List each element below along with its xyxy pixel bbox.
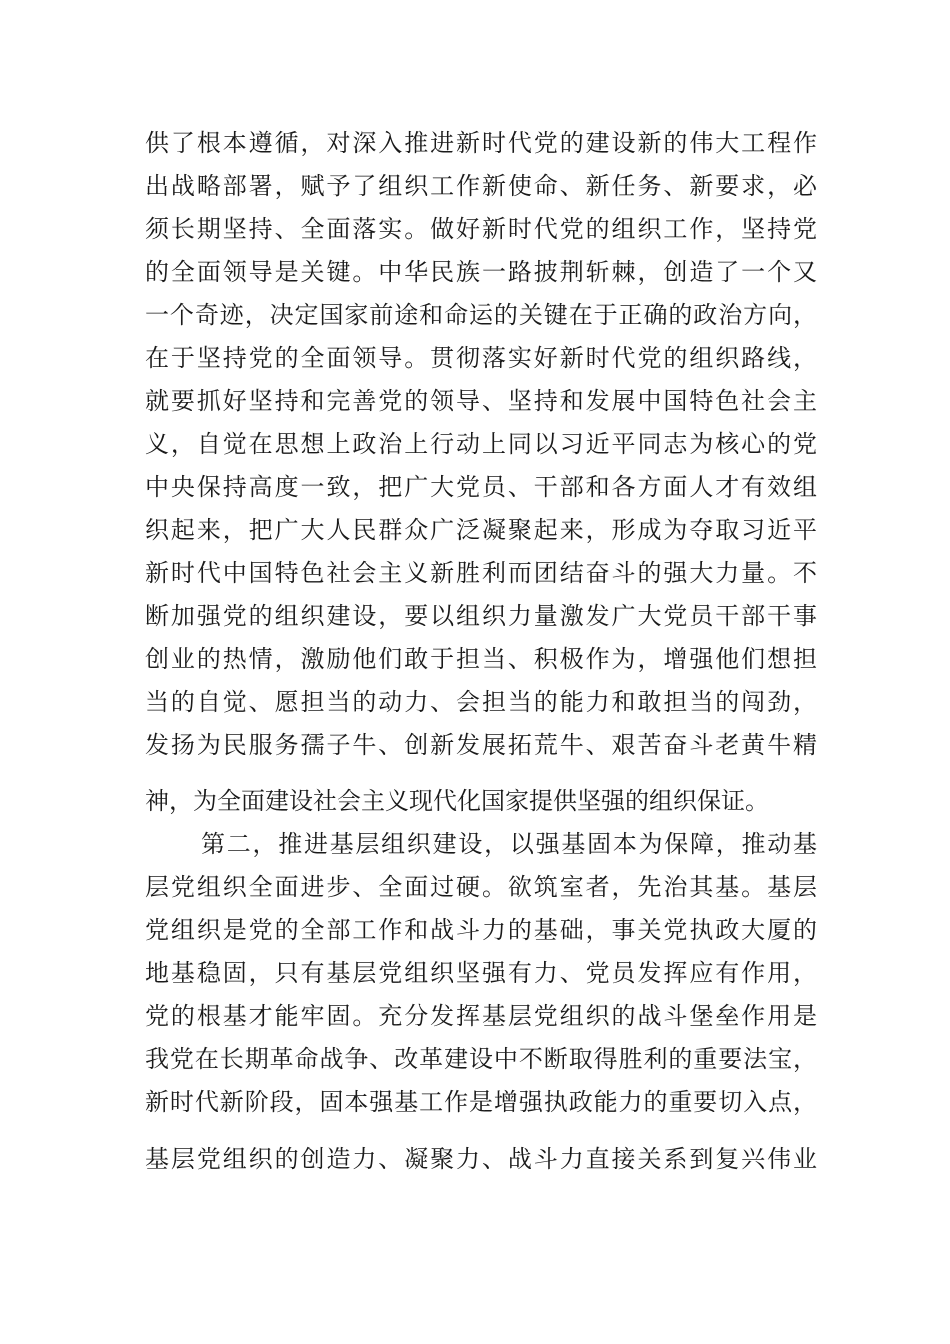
text-line: 当的自觉、愿担当的动力、会担当的能力和敢担当的闯劲， <box>145 688 817 716</box>
text-line: 断加强党的组织建设，要以组织力量激发广大党员干部干事 <box>145 602 817 630</box>
text-line: 在于坚持党的全面领导。贯彻落实好新时代党的组织路线， <box>145 344 817 372</box>
text-line: 新时代中国特色社会主义新胜利而团结奋斗的强大力量。不 <box>145 559 817 587</box>
text-line: 义，自觉在思想上政治上行动上同以习近平同志为核心的党 <box>145 430 817 458</box>
text-line: 我党在长期革命战争、改革建设中不断取得胜利的重要法宝， <box>145 1045 817 1073</box>
text-line: 基层党组织的创造力、凝聚力、战斗力直接关系到复兴伟业 <box>145 1145 817 1173</box>
text-line: 地基稳固，只有基层党组织坚强有力、党员发挥应有作用， <box>145 959 817 987</box>
text-line: 党组织是党的全部工作和战斗力的基础，事关党执政大厦的 <box>145 916 817 944</box>
text-line: 创业的热情，激励他们敢于担当、积极作为，增强他们想担 <box>145 645 817 673</box>
text-line: 一个奇迹，决定国家前途和命运的关键在于正确的政治方向， <box>145 301 817 329</box>
text-line: 的全面领导是关键。中华民族一路披荆斩棘，创造了一个又 <box>145 258 817 286</box>
paragraph-first-line: 第二，推进基层组织建设，以强基固本为保障，推动基 <box>201 830 817 858</box>
text-line: 就要抓好坚持和完善党的领导、坚持和发展中国特色社会主 <box>145 387 817 415</box>
text-line: 织起来，把广大人民群众广泛凝聚起来，形成为夺取习近平 <box>145 516 817 544</box>
text-line: 层党组织全面进步、全面过硬。欲筑室者，先治其基。基层 <box>145 873 817 901</box>
text-line: 发扬为民服务孺子牛、创新发展拓荒牛、艰苦奋斗老黄牛精 <box>145 731 817 759</box>
text-line: 供了根本遵循，对深入推进新时代党的建设新的伟大工程作 <box>145 129 817 157</box>
text-line: 党的根基才能牢固。充分发挥基层党组织的战斗堡垒作用是 <box>145 1002 817 1030</box>
text-line: 须长期坚持、全面落实。做好新时代党的组织工作，坚持党 <box>145 215 817 243</box>
paragraph-last-line: 神，为全面建设社会主义现代化国家提供坚强的组织保证。 <box>145 787 769 815</box>
text-line: 中央保持高度一致，把广大党员、干部和各方面人才有效组 <box>145 473 817 501</box>
text-line: 新时代新阶段，固本强基工作是增强执政能力的重要切入点， <box>145 1088 817 1116</box>
text-line: 出战略部署，赋予了组织工作新使命、新任务、新要求，必 <box>145 172 817 200</box>
